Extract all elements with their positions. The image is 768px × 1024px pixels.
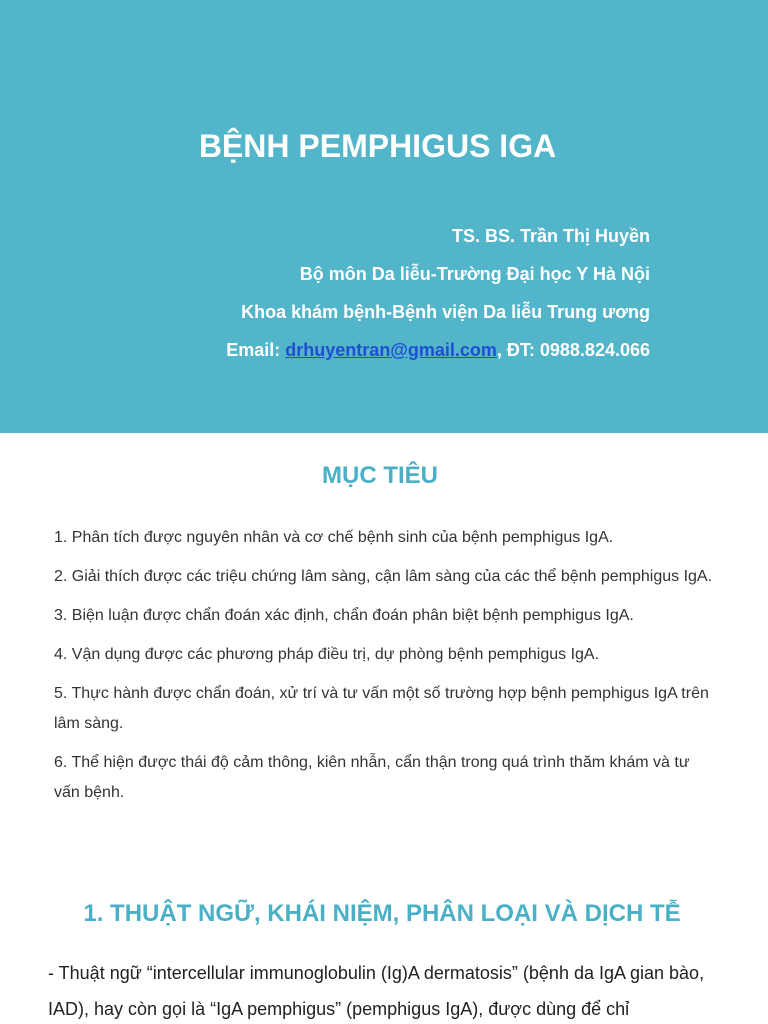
author-info [226, 222, 650, 374]
author-clinic: Khoa khám bệnh-Bệnh viện Da liễu Trung ương [241, 302, 650, 322]
objective-item: 6. Thể hiện được thái độ cảm thông, kiên nhẫn, cẩn thận trong quá trình thăm khám và tư vấn bệnh. [54, 754, 690, 801]
section-1-heading: 1. THUẬT NGỮ, KHÁI NIỆM, PHÂN LOẠI VÀ DỊCH TỄ [83, 900, 681, 927]
author-name: TS. BS. Trần Thị Huyền [451, 226, 650, 246]
objective-item: 1. Phân tích được nguyên nhân và cơ chế bệnh sinh của bệnh pemphigus IgA. [54, 529, 614, 546]
phone-number: , ĐT: 0988.824.066 [496, 340, 650, 360]
document-title: BỆNH PEMPHIGUS IGA [198, 128, 557, 164]
objective-item: 2. Giải thích được các triệu chứng lâm sàng, cận lâm sàng của các thể bệnh pemphigus IgA. [54, 568, 713, 585]
objective-item: 3. Biện luận được chẩn đoán xác định, chẩn đoán phân biệt bệnh pemphigus IgA. [54, 607, 634, 624]
objective-item: 4. Vận dụng được các phương pháp điều trị, dự phòng bệnh pemphigus IgA. [54, 646, 600, 663]
author-department: Bộ môn Da liễu-Trường Đại học Y Hà Nội [299, 264, 650, 284]
objectives-heading: MỤC TIÊU [322, 462, 438, 489]
objectives-list [54, 523, 714, 817]
email-link[interactable]: drhuyentran@gmail.com [285, 340, 497, 360]
objective-item: 5. Thực hành được chẩn đoán, xử trí và tư vấn một số trường hợp bệnh pemphigus IgA trên lâm sàng. [54, 685, 709, 732]
contact-line [226, 336, 650, 374]
title-banner [0, 0, 768, 433]
email-label: Email: [226, 340, 286, 360]
section-1-paragraph: - Thuật ngữ “intercellular immunoglobulin (Ig)A dermatosis” (bệnh da IgA gian bào, IAD), hay còn gọi là “IgA pemphigus” (pemphigus IgA), được dùng để chỉ [48, 963, 705, 1019]
